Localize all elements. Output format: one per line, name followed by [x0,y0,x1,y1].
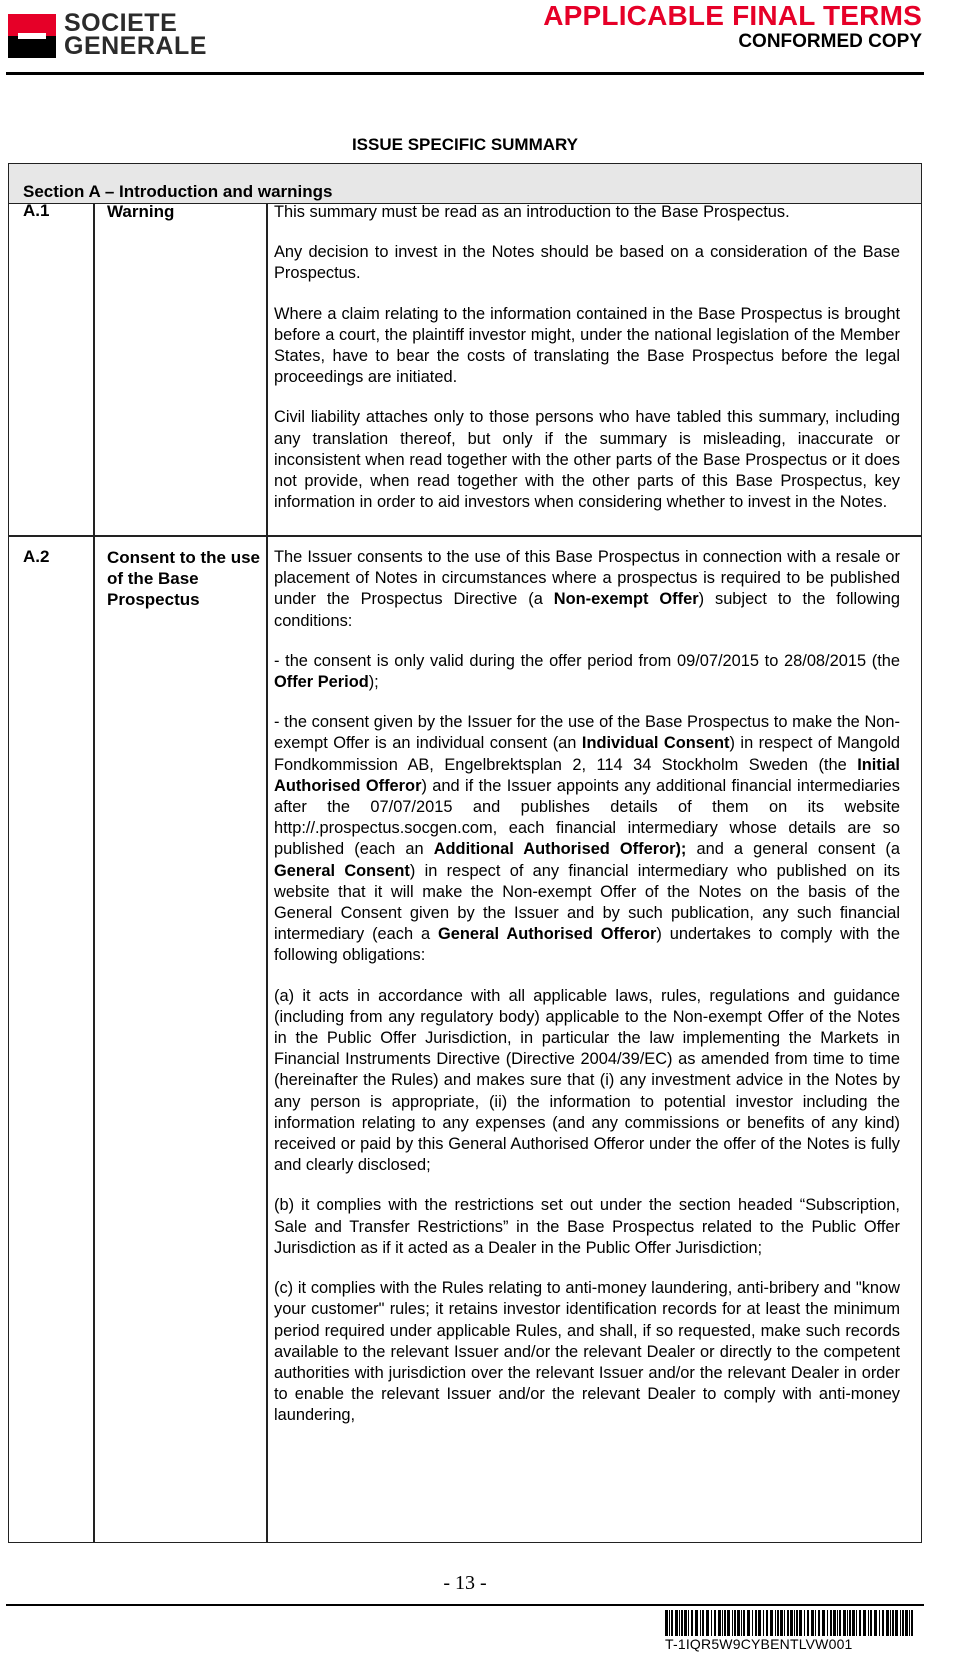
barcode-bar [868,1610,869,1636]
defined-term: Initial Authorised Offeror [274,755,900,795]
barcode-bar [724,1610,726,1636]
barcode-bar [688,1610,689,1636]
logo-mark-icon [8,14,56,58]
barcode-bar [700,1610,701,1636]
barcode-bar [737,1610,740,1636]
barcode-bar [807,1610,809,1636]
barcode-bar [770,1610,773,1636]
barcode-bar [758,1610,761,1636]
barcode-bar [811,1610,814,1636]
row-code-a2: A.2 [23,547,50,566]
barcode-bar [794,1610,795,1636]
defined-term: Non-exempt Offer [553,590,699,609]
barcode-bar [669,1610,670,1636]
row-divider [9,535,921,537]
paragraph-text: This summary must be read as an introduction to the Base Prospectus. [274,203,790,221]
barcode-bar [886,1610,889,1636]
barcode-bar [830,1610,832,1636]
barcode-bar [843,1610,846,1636]
barcode-bar [675,1610,678,1636]
summary-table [8,163,922,1543]
barcode-bar [741,1610,742,1636]
barcode-bar [909,1610,910,1636]
defined-term: General Authorised Offeror [438,925,657,944]
paragraph-text: Civil liability attaches only to those persons who have tabled this summary, including any translation thereof, but only if the summary is misleading, inaccurate or inconsistent when read together with the other parts of the Base Prospectus or it does not provide, when read together with the other parts of this Base Prospectus, key information in order to aid investors when considering whether to invest in the Notes. [274,408,900,512]
paragraph [274,1195,900,1259]
logo-line-1: SOCIETE [64,9,178,37]
column-divider [93,204,95,1542]
paragraph-text: and a general consent (a [686,840,900,859]
barcode-bar [777,1610,779,1636]
barcode-bar [895,1610,898,1636]
barcode-bar [695,1610,698,1636]
paragraph-text: ) subject to the following conditions: [274,590,901,630]
paragraph-text: ) and if the Issuer appoints any additional financial intermediaries after the 07/07/2015 and publishes details of them on its website http://.prospectus.socgen.com, each financial intermediary whose details are so published (each an [274,776,900,859]
defined-term: Individual Consent [581,734,730,753]
barcode-bar [839,1610,841,1636]
barcode-bar [691,1610,693,1636]
barcode-bar [847,1610,848,1636]
document-subtitle: CONFORMED COPY [738,31,922,52]
paragraph-text: (c) it complies with the Rules relating to anti-money laundering, anti-bribery and "know your customer" rules; it retains investor identification records for at least the minimum period required under applicable Rules, and shall, if so requested, make such records available to the relevant Issuer and/or the relevant Dealer or directly to the competent authorities with jurisdiction over the relevant Issuer and/or the relevant Dealer in order to enable the relevant Issuer and/or the relevant Dealer to comply with anti-money laundering, [274,1279,900,1425]
barcode-bar [671,1610,673,1636]
barcode-bar [784,1610,785,1636]
barcode-bar [882,1610,884,1636]
barcode-icon [665,1610,915,1636]
barcode-bar [722,1610,723,1636]
barcode-bar [859,1610,861,1636]
barcode-bar [780,1610,783,1636]
barcode-bar [818,1610,820,1636]
barcode-bar [849,1610,851,1636]
defined-term: Additional Authorised Offeror); [433,840,687,859]
paragraph [274,202,900,223]
paragraph [274,986,900,1177]
paragraph [274,547,900,632]
page-number: - 13 - [443,1572,487,1594]
barcode-bar [870,1610,872,1636]
barcode-bar [755,1610,757,1636]
barcode-bar [892,1610,894,1636]
barcode-bar [856,1610,857,1636]
paragraph-text: Any decision to invest in the Notes should be based on a consideration of the Base Prospectus. [274,243,900,283]
row-label-a2: Consent to the use of the Base Prospectus [107,548,261,609]
barcode-bar [911,1610,913,1636]
paragraph-text: ) in respect of Mangold Fondkommission AB, Engelbrektsplan 2, 114 34 Stockholm Sweden (the [274,734,900,774]
barcode-bar [902,1610,904,1636]
paragraph-text: ) undertakes to comply with the following obligations: [274,925,900,965]
paragraph-text: - the consent is only valid during the offer period from 09/07/2015 to 28/08/2015 (the [274,651,900,670]
barcode-bar [665,1610,668,1636]
barcode-bar [905,1610,908,1636]
barcode-bar [727,1610,730,1636]
row-text-a1 [274,202,900,513]
column-divider [266,204,268,1542]
barcode-bar [852,1610,855,1636]
defined-term: Offer Period [274,673,369,692]
barcode-bar [837,1610,838,1636]
paragraph-text: Where a claim relating to the information contained in the Base Prospectus is brought before a court, the plaintiff investor might, under the national legislation of the Member States, have to bear the costs of translating the Base Prospectus before the legal proceedings are initiated. [274,304,900,387]
row-text-a2 [274,547,900,1427]
logo-text [64,9,207,60]
paragraph-text: ); [368,673,379,692]
barcode-bar [796,1610,798,1636]
barcode-bar [787,1610,789,1636]
paragraph [274,407,900,513]
paragraph [274,242,900,284]
document-code: T-1IQR5W9CYBENTLVW001 [665,1636,853,1652]
barcode-bar [752,1610,753,1636]
paragraph-text: (b) it complies with the restrictions set out under the section headed “Subscription, Sale and Transfer Restrictions” in the Base Prospectus related to the Public Offer Jurisdiction as if it acted as a Dealer in the Public Offer Jurisdiction; [274,1196,900,1257]
barcode-bar [732,1610,733,1636]
paragraph [274,1278,900,1426]
barcode-bar [900,1610,901,1636]
barcode-bar [815,1610,816,1636]
barcode-bar [763,1610,764,1636]
barcode-bar [822,1610,825,1636]
barcode-bar [743,1610,745,1636]
row-code-a1: A.1 [23,201,50,220]
barcode-bar [681,1610,683,1636]
barcode-bar [833,1610,836,1636]
document-title: APPLICABLE FINAL TERMS [543,0,922,31]
header-divider [6,72,924,75]
logo-line-2: GENERALE [64,32,207,60]
paragraph [274,304,900,389]
row-label-a1: Warning [107,202,175,221]
paragraph-text: - the consent given by the Issuer for the use of the Base Prospectus to make the Non-exempt Offer is an individual consent (an [274,713,900,753]
summary-title: ISSUE SPECIFIC SUMMARY [351,135,579,154]
barcode-bar [790,1610,793,1636]
barcode-bar [747,1610,750,1636]
paragraph [274,651,900,693]
barcode-bar [734,1610,736,1636]
barcode-bar [775,1610,776,1636]
barcode-bar [766,1610,768,1636]
barcode-bar [890,1610,891,1636]
barcode-bar [879,1610,880,1636]
barcode-bar [863,1610,866,1636]
paragraph-text: ) in respect of any financial intermediary who published on its website that it will make the Non-exempt Offer of the Notes on the basis of the General Consent given by the Issuer and by such publication, any such financial intermediary (each a [274,861,900,944]
barcode-bar [684,1610,687,1636]
defined-term: General Consent [274,861,410,880]
footer-divider [6,1604,924,1606]
barcode-bar [702,1610,704,1636]
paragraph-text: (a) it acts in accordance with all applicable laws, rules, regulations and guidance (including from any regulatory body) applicable to the Non-exempt Offer of the Notes in the Public Offer Jurisdiction, in particular the law implementing the Markets in Financial Instruments Directive (Directive 2004/39/EC) as amended from time to time (hereinafter the Rules) and makes sure that (i) any investment advice in the Notes by any person is appropriate, (ii) the information to potential investor including the information relating to any expenses (and any commissions or benefits of any kind) received or paid by this General Authorised Offeror under the offer of the Notes is fully and clearly disclosed; [274,986,900,1175]
barcode-bar [711,1610,712,1636]
barcode-bar [799,1610,802,1636]
barcode-bar [874,1610,877,1636]
paragraph-text: The Issuer consents to the use of this Base Prospectus in connection with a resale or placement of Notes in circumstances where a prospectus is required to be published under the Prospectus Directive (a [274,548,900,609]
barcode-bar [804,1610,805,1636]
section-header-row [9,164,921,204]
paragraph [274,712,900,966]
section-title: Section A – Introduction and warnings [23,182,333,201]
barcode-bar [714,1610,716,1636]
page-header [0,0,960,76]
barcode-bar [718,1610,721,1636]
barcode-bar [827,1610,828,1636]
barcode-bar [706,1610,709,1636]
barcode-bar [679,1610,680,1636]
